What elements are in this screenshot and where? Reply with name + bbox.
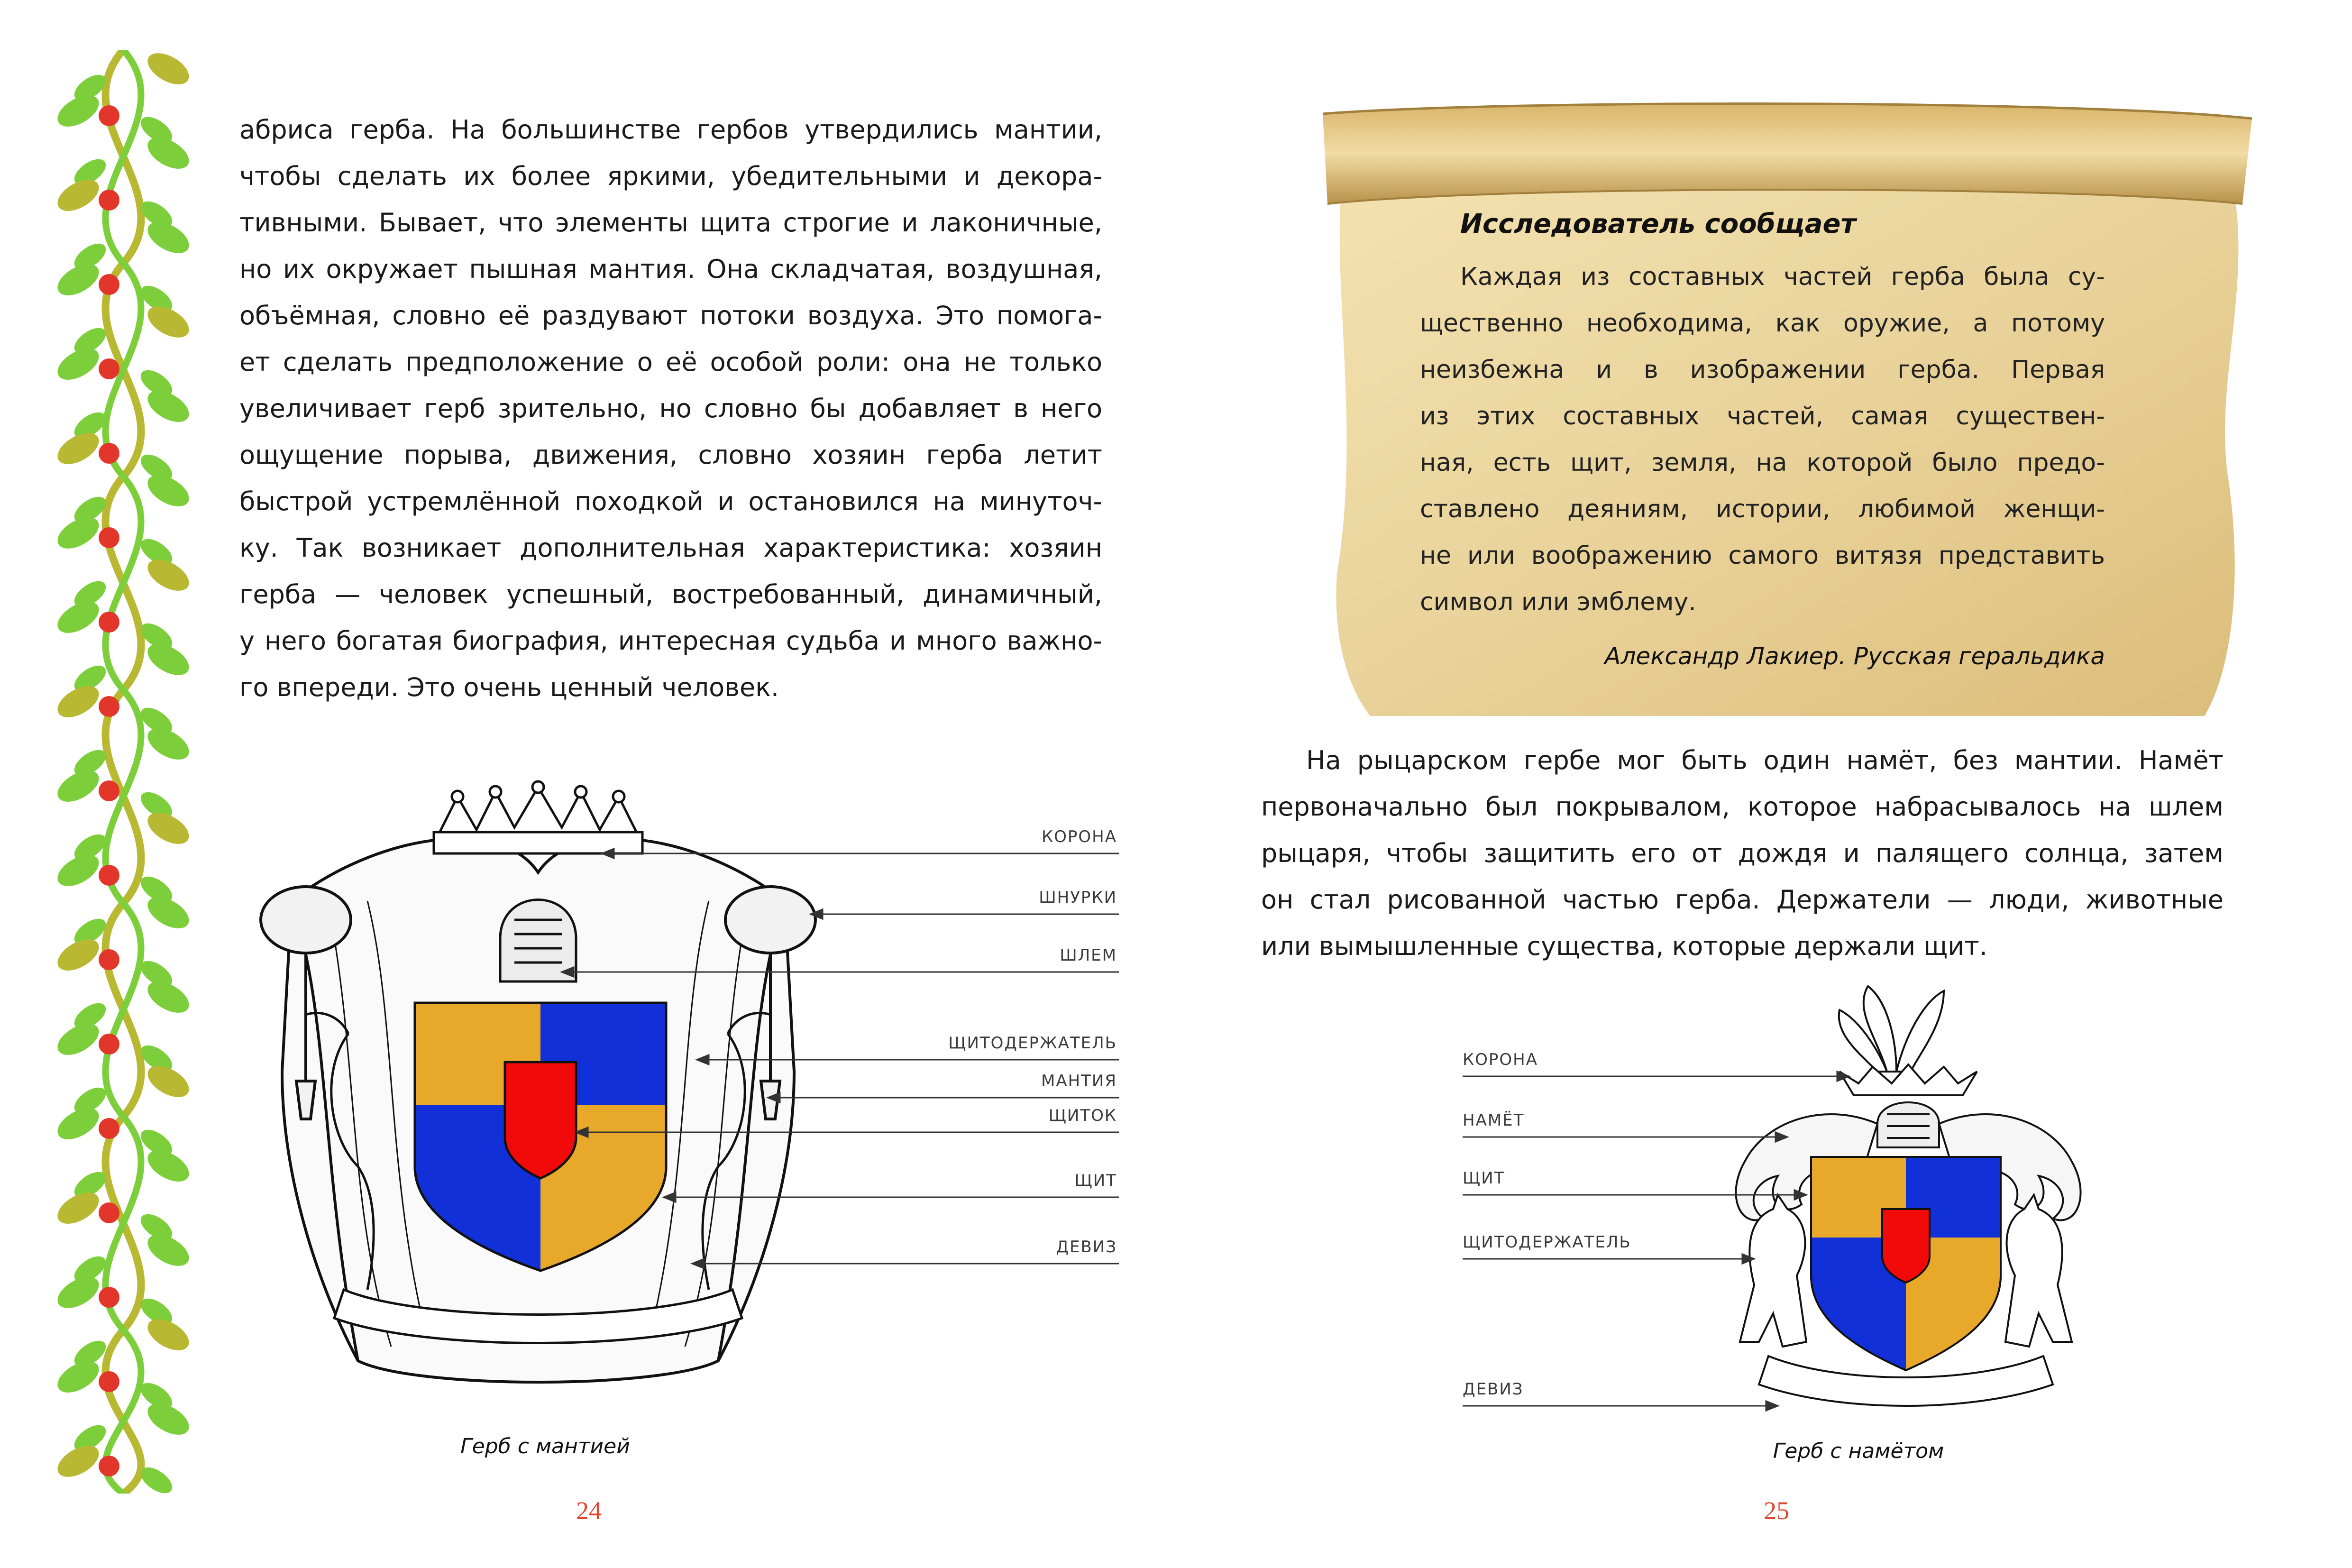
left-text-line: увеличивает герб зрительно, но словно бы добавляет в него (239, 394, 1102, 423)
left-text-line: ку. Так возникает дополнительная характеристика: хозяин (239, 533, 1102, 563)
left-text-line: герба — человек успешный, востребованный, динамичный, (239, 579, 1102, 609)
left-text-line: чтобы сделать их более яркими, убедительными и декора- (239, 161, 1102, 191)
label-corona: КОРОНА (1042, 827, 1117, 846)
page-number-left: 24 (576, 1496, 602, 1525)
left-text-line: тивными. Бывает, что элементы щита строгие и лаконичные, (239, 208, 1102, 238)
right-text-line: рыцаря, чтобы защитить его от дождя и палящего солнца, затем (1261, 838, 2224, 868)
left-text-line: абриса герба. На большинстве гербов утвердились мантии, (239, 115, 1102, 145)
right-text-line: он стал рисованной частью герба. Держатели — люди, животные (1261, 885, 2224, 915)
label-supporter: ЩИТОДЕРЖАТЕЛЬ (948, 1034, 1117, 1053)
scroll-author: Александр Лакиер. Русская геральдика (1604, 642, 2105, 670)
scroll-line: из этих составных частей, самая существен- (1420, 402, 2105, 431)
scroll-line: Каждая из составных частей герба была су- (1460, 263, 2105, 291)
label-corona-right: КОРОНА (1463, 1050, 1538, 1069)
figure-caption-mantle: Герб с мантией (460, 1434, 630, 1458)
label-escutcheon: ЩИТОК (1048, 1106, 1117, 1125)
right-text-line: или вымышленные существа, которые держали щит. (1261, 931, 1987, 961)
left-text-line: но их окружает пышная мантия. Она складчатая, воздушная, (239, 254, 1102, 284)
scroll-title: Исследователь сообщает (1460, 209, 1856, 239)
right-text-line: На рыцарском гербе мог быть один намёт, без мантии. Намёт (1306, 745, 2224, 775)
left-text-line: быстрой устремлённой походкой и остановился на минуточ- (239, 486, 1102, 516)
scroll-line: ставлено деяниям, истории, любимой женщи- (1420, 495, 2105, 523)
figure-caption-lambrequin: Герб с намётом (1773, 1439, 1944, 1463)
left-text-line: ощущение порыва, движения, словно хозяин герба летит (239, 440, 1102, 470)
scroll-line: неизбежна и в изображении герба. Первая (1420, 356, 2105, 384)
label-motto: ДЕВИЗ (1056, 1238, 1117, 1256)
scroll-line: ная, есть щит, земля, на которой было предо- (1420, 449, 2105, 477)
label-cords: ШНУРКИ (1039, 888, 1117, 907)
left-text-line: го впереди. Это очень ценный человек. (239, 672, 779, 702)
label-mantle: МАНТИЯ (1041, 1072, 1117, 1091)
scroll-line: щественно необходима, как оружие, а потому (1420, 309, 2105, 338)
page-number-right: 25 (1764, 1496, 1789, 1525)
scroll-line: символ или эмблему. (1420, 588, 1696, 616)
label-lambrequin: НАМЁТ (1463, 1111, 1525, 1130)
left-text-line: у него богатая биография, интересная судьба и много важно- (239, 626, 1102, 656)
left-text-line: объёмная, словно её раздувают потоки воздуха. Это помога- (239, 301, 1102, 330)
label-supporter-right: ЩИТОДЕРЖАТЕЛЬ (1463, 1233, 1631, 1252)
label-shield-right: ЩИТ (1463, 1169, 1505, 1188)
label-shield: ЩИТ (1074, 1171, 1117, 1190)
scroll-line: не или воображению самого витязя представить (1420, 541, 2105, 570)
right-text-line: первоначально был покрывалом, которое набрасывалось на шлем (1261, 792, 2224, 822)
left-text-line: ет сделать предположение о её особой роли: она не только (239, 347, 1102, 377)
label-helmet: ШЛЕМ (1060, 946, 1117, 965)
label-motto-right: ДЕВИЗ (1463, 1380, 1524, 1399)
